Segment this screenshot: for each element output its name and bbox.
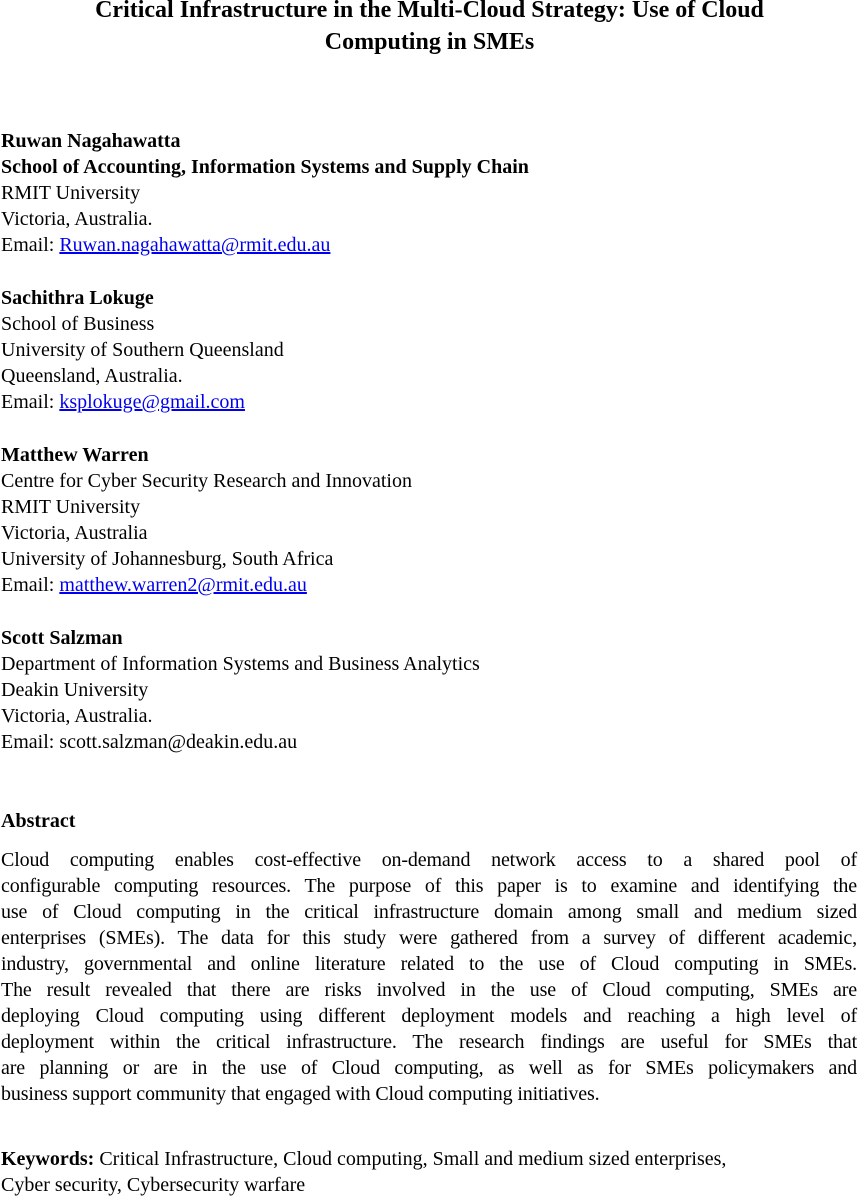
author-block: [1, 128, 529, 258]
author-email-line: [1, 729, 480, 755]
author-affiliation: RMIT University: [1, 182, 141, 204]
email-label: Email:: [1, 574, 60, 596]
author-name: Ruwan Nagahawatta: [1, 130, 181, 152]
author-name: Scott Salzman: [1, 627, 123, 649]
author-affiliation: Victoria, Australia.: [1, 705, 153, 727]
author-affiliation: Department of Information Systems and Business Analytics: [1, 653, 480, 675]
email-link[interactable]: ksplokuge@gmail.com: [59, 391, 245, 413]
author-block: [1, 285, 284, 415]
author-affiliation: University of Johannesburg, South Africa: [1, 548, 334, 570]
author-email-line: [1, 572, 412, 598]
email-link[interactable]: matthew.warren2@rmit.edu.au: [59, 574, 307, 596]
email-label: Email:: [1, 731, 60, 753]
author-name: Sachithra Lokuge: [1, 287, 154, 309]
email-link[interactable]: Ruwan.nagahawatta@rmit.edu.au: [59, 234, 331, 256]
author-block: [1, 442, 412, 598]
author-affiliation: University of Southern Queensland: [1, 339, 284, 361]
author-affiliation: School of Business: [1, 313, 155, 335]
author-affiliation: Deakin University: [1, 679, 149, 701]
author-affiliation: Centre for Cyber Security Research and Innovation: [1, 470, 412, 492]
keywords-label: Keywords:: [1, 1148, 95, 1170]
email-label: Email:: [1, 234, 60, 256]
keywords: Keywords: Critical Infrastructure, Cloud computing, Small and medium sized enterprises, Cyber security, Cybersecurity warfare: [1, 1148, 727, 1196]
author-affiliation: RMIT University: [1, 496, 141, 518]
author-email-line: [1, 232, 529, 258]
abstract-body: Cloud computing enables cost-effective on-demand network access to a shared pool of configurable computing resources. The purpose of this paper is to examine and identifying the use of Cloud computing in the critical infrastructure domain among small and medium sized enterprises (SMEs). The data for this study were gathered from a survey of different academic, industry, governmental and online literature related to the use of Cloud computing in SMEs. The result revealed that there are risks involved in the use of Cloud computing, SMEs are deploying Cloud computing using different deployment models and reaching a high level of deployment within the critical infrastructure. The research findings are useful for SMEs that are planning or are in the use of Cloud computing, as well as for SMEs policymakers and business support community that engaged with Cloud computing initiatives.: [1, 849, 857, 1105]
paper-title: Critical Infrastructure in the Multi-Cloud Strategy: Use of Cloud Computing in SMEs: [95, 0, 764, 55]
author-email-line: [1, 389, 284, 415]
abstract-heading: Abstract: [1, 810, 76, 832]
author-name: Matthew Warren: [1, 444, 149, 466]
author-affiliation: Victoria, Australia.: [1, 208, 153, 230]
author-affiliation: School of Accounting, Information Systems and Supply Chain: [1, 156, 529, 178]
author-affiliation: Queensland, Australia.: [1, 365, 183, 387]
email-label: Email:: [1, 391, 60, 413]
author-block: [1, 625, 480, 755]
email-text: scott.salzman@deakin.edu.au: [59, 731, 298, 753]
author-affiliation: Victoria, Australia: [1, 522, 148, 544]
